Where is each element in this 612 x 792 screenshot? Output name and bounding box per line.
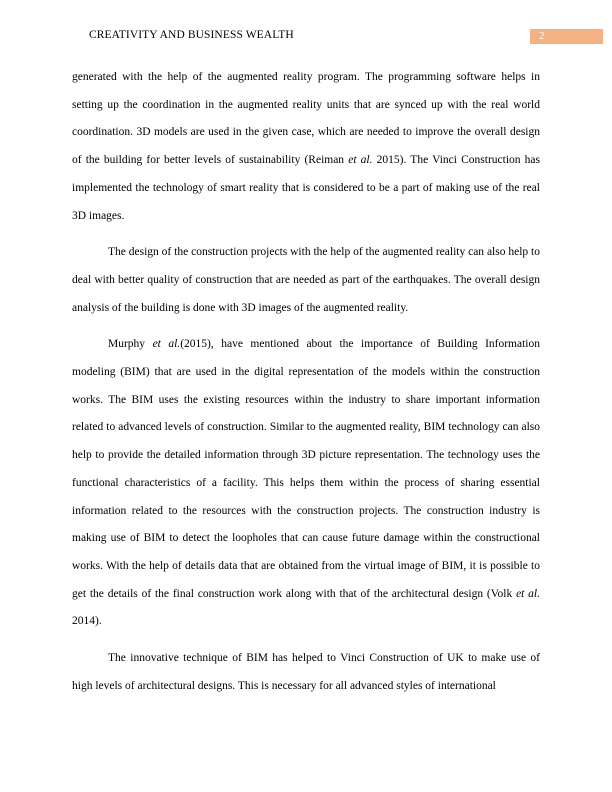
- text-segment: generated with the help of the augmented reality program. The programming software helps in setting up the coordination in the augmented reality units that are synced up with the real world coordination. 3D models are used in the given case, which are needed to improve the overall design of the building for better levels of sustainability (Reiman: [72, 71, 540, 167]
- paragraph-1: [72, 64, 540, 230]
- text-segment: 2014).: [72, 615, 102, 628]
- running-head-title: CREATIVITY AND BUSINESS WEALTH: [89, 29, 294, 41]
- paragraph-4: [72, 645, 540, 700]
- page-header: [0, 0, 612, 60]
- text-segment: 2015). The Vinci Construction has implemented the technology of smart reality that is considered to be a part of making use of the real 3D images.: [72, 154, 541, 222]
- text-segment: The design of the construction projects with the help of the augmented reality can also help to deal with better quality of construction that are needed as part of the earthquakes. The overall design analysis of the building is done with 3D images of the augmented reality.: [72, 246, 540, 314]
- citation-et-al: et al.: [348, 154, 373, 167]
- document-body: [72, 64, 540, 709]
- citation-et-al: et al.: [152, 338, 181, 351]
- page-number: 2: [539, 30, 545, 42]
- paragraph-2: [72, 239, 540, 322]
- text-segment: (2015), have mentioned about the importance of Building Information modeling (BIM) that are used in the digital representation of the models within the construction works. The BIM uses the existing resources within the industry to share important information related to advanced levels of construction. Similar to the augmented reality, BIM technology can also help to provide the detailed information through 3D picture representation. The technology uses the functional characteristics of a facility. This helps them within the process of sharing essential information related to the resources with the construction projects. The construction industry is making use of BIM to detect the loopholes that can cause future damage within the constructional works. With the help of details data that are obtained from the virtual image of BIM, it is possible to get the details of the final construction work along with that of the architectural design (Volk: [72, 338, 541, 600]
- citation-et-al: et al.: [516, 587, 540, 600]
- text-segment: The innovative technique of BIM has helped to Vinci Construction of UK to make use of high levels of architectural designs. This is necessary for all advanced styles of international: [72, 652, 540, 692]
- text-segment: Murphy: [108, 338, 153, 351]
- page-number-box: [530, 29, 603, 44]
- paragraph-3: [72, 331, 540, 636]
